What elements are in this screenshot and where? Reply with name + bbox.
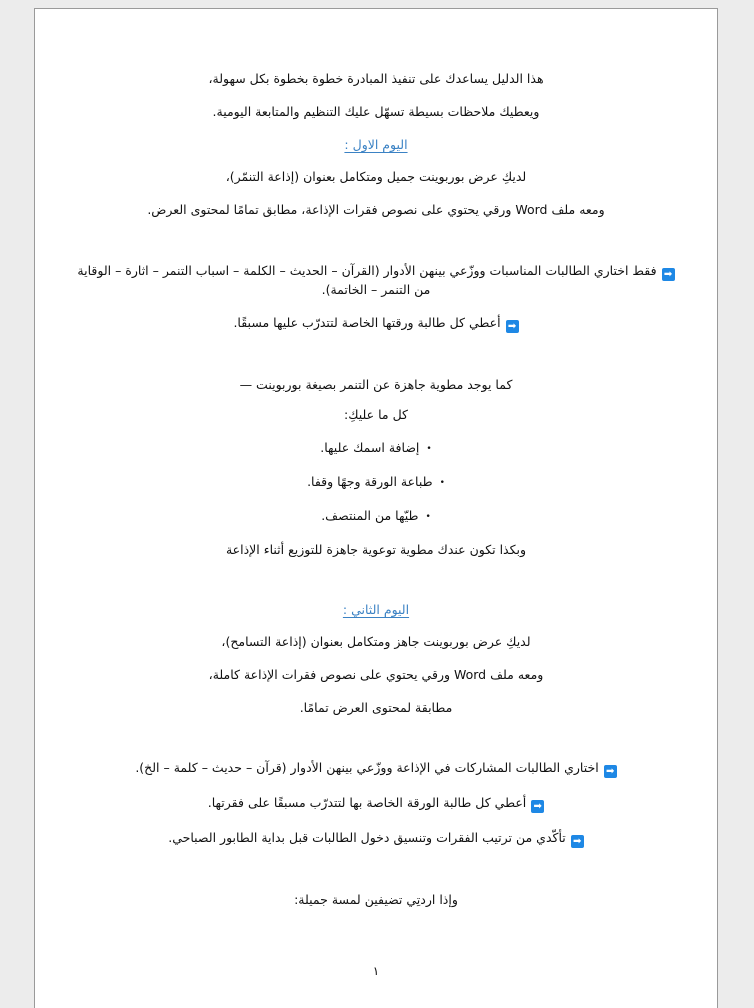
all-you-need: كل ما عليكِ:: [344, 407, 408, 422]
day2-step-2-text: أعطي كل طالبة الورقة الخاصة بها لتتدرّب مسبقًا على فقرتها.: [207, 795, 527, 810]
day1-step-2: [69, 315, 683, 333]
arrow-icon: ➡: [531, 800, 544, 813]
bullet-item: [69, 440, 683, 457]
page-number: ١: [372, 964, 380, 978]
day2-heading-row: [69, 602, 683, 618]
day2-step-3: [69, 830, 683, 848]
bullet-text: طيّها من المنتصف.: [321, 508, 419, 523]
day1-line-1: لديكِ عرض بوربوينت جميل ومتكامل بعنوان (إذاعة التنمّر)،: [225, 169, 527, 184]
day1-step-2-text: أعطي كل طالبة ورقتها الخاصة لتتدرّب عليها مسبقًا.: [233, 315, 501, 330]
day2-line-1: لديكِ عرض بوربوينت جاهز ومتكامل بعنوان (إذاعة التسامح)،: [221, 634, 531, 649]
day2-line-2: ومعه ملف Word ورقي يحتوي على نصوص فقرات الإذاعة كاملة،: [208, 667, 544, 682]
document-body: [69, 71, 683, 908]
day2-step-3-text: تأكّدي من ترتيب الفقرات وتنسيق دخول الطالبات قبل بداية الطابور الصباحي.: [168, 830, 566, 845]
bullet-item: [69, 474, 683, 491]
day1-heading: اليوم الاول :: [344, 137, 408, 152]
day1-line-2: ومعه ملف Word ورقي يحتوي على نصوص فقرات الإذاعة، مطابق تمامًا لمحتوى العرض.: [147, 202, 605, 217]
arrow-icon: ➡: [662, 268, 675, 281]
day2-touch: وإذا اردتِي تضيفين لمسة جميلة:: [294, 892, 458, 907]
arrow-icon: ➡: [604, 765, 617, 778]
intro-line-2: ويعطيك ملاحظات بسيطة تسهّل عليك التنظيم والمتابعة اليومية.: [212, 104, 540, 119]
day2-step-2: [69, 795, 683, 813]
day2-line-3: مطابقة لمحتوى العرض تمامًا.: [299, 700, 453, 715]
document-page: [34, 8, 718, 1008]
day1-heading-row: [69, 137, 683, 153]
arrow-icon: ➡: [506, 320, 519, 333]
bullet-icon: •: [439, 478, 445, 488]
intro-line-1: هذا الدليل يساعدك على تنفيذ المبادرة خطوة بخطوة بكل سهولة،: [208, 71, 544, 86]
day2-step-1-text: اختاري الطالبات المشاركات في الإذاعة ووزّعي بينهن الأدوار (قرآن – حديث – كلمة – الخ).: [135, 760, 599, 775]
day1-step-1-text: فقط اختاري الطالبات المناسبات ووزّعي بينهن الأدوار (القرآن – الحديث – الكلمة – اسباب التنمر – اثارة – الوقاية من التنمر – الخاتمة).: [77, 263, 657, 297]
flyer-intro: كما يوجد مطوية جاهزة عن التنمر بصيغة بوربوينت —: [239, 377, 513, 392]
day2-heading: اليوم الثاني :: [342, 602, 410, 617]
day2-step-1: [69, 760, 683, 778]
arrow-icon: ➡: [571, 835, 584, 848]
day1-conclusion: وبكذا تكون عندك مطوية توعوية جاهزة للتوزيع أثناء الإذاعة: [225, 542, 527, 557]
bullet-icon: •: [426, 444, 432, 454]
bullet-text: طباعة الورقة وجهًا وقفا.: [307, 474, 433, 489]
day1-step-1: [69, 262, 683, 299]
bullet-text: إضافة اسمك عليها.: [320, 440, 420, 455]
bullet-item: [69, 508, 683, 525]
bullet-icon: •: [425, 512, 431, 522]
